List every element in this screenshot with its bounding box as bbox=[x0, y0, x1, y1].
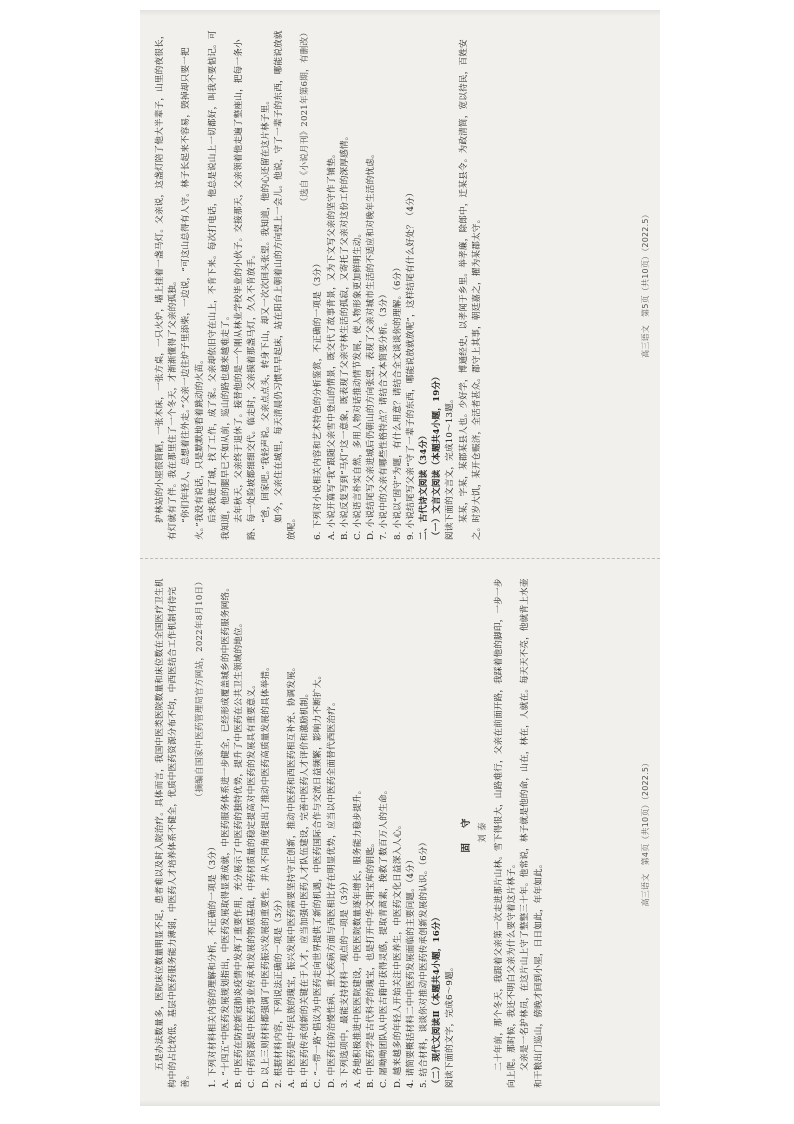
page-5-body bbox=[154, 28, 484, 540]
story-paragraph: 父亲是一名护林员，在这片山上守了整整三十年。他常说，林子就是他的命，山在，林在，人就在。每天天不亮，他就背上水壶和干粮出门巡山，傍晚才回到小屋，日日如此，年年如此。 bbox=[520, 578, 544, 1088]
instruction: 阅读下面的文字，完成6～9题。 bbox=[445, 962, 456, 1088]
option: C. 屠呦呦团队从中医古籍中获得灵感，提取青蒿素，挽救了数百万人的生命。 bbox=[379, 785, 390, 1088]
scan-shadow bbox=[140, 10, 660, 16]
section-heading: （一）文言文阅读（本题共4小题，19分） bbox=[432, 371, 443, 540]
option: B. 中医药传承创新的关键在于人才，应当加强中医药人才队伍建设，完善中医药人才评价和激励机制。 bbox=[300, 688, 311, 1088]
story-paragraph: 二十年前，那个冬天，我跟着父亲第一次走进那片山林。雪下得很大，山路难行，父亲在前面开路，我踩着他的脚印，一步一步向上爬。那时候，我还不明白父亲为什么要守着这片林子。 bbox=[494, 578, 518, 1088]
story-paragraph: “爸，回家吧。”我轻声说。父亲点点头，转身下山，却又一次次回头张望。我知道，他的心还留在这片林子里。 bbox=[260, 95, 271, 523]
question-3: 3. 下列选项中，最能支持材料一观点的一项是（3分） bbox=[339, 877, 350, 1088]
question-1: 1. 下列对材料相关内容的理解和分析，不正确的一项是（3分） bbox=[207, 842, 218, 1088]
option: B. 小说反复写到“马灯”这一意象，既表现了父亲守林生活的孤寂，又寄托了父亲对这份工作的深厚感情。 bbox=[339, 131, 350, 540]
option: A. 各地积极推进中医医院建设，中医医院数量逐年增长，服务能力稳步提升。 bbox=[353, 785, 364, 1088]
instruction: 阅读下面的文言文，完成10～13题。 bbox=[445, 394, 456, 540]
option: D. 小说结尾写父亲进城后仍朝山的方向张望，表现了父亲对城市生活的不适应和对晚年生活的忧虑。 bbox=[366, 149, 377, 540]
classical-text: 某某，字某，某郡某县人也。少好学，博通经史，以孝闻于乡里。举孝廉，除郎中，迁某县令。为政清简，宽以待民，百姓安之。时岁大饥，某开仓赈济，全活者甚众。郡守上其事，朝廷嘉之，擢为某郡太守。 bbox=[458, 39, 482, 540]
option: D. 以上三则材料都强调了中医药振兴发展的重要性，并从不同角度提出了推动中医药高质量发展的具体举措。 bbox=[260, 662, 271, 1088]
rotated-spread bbox=[140, 10, 660, 1106]
option: D. 中医药在防治慢性病、重大疾病方面与西医相比存在明显优势，应当以中医药全面替代西医治疗。 bbox=[326, 697, 337, 1088]
source-note: （摘编自国家中医药管理局官方网站，2022年8月10日） bbox=[194, 577, 205, 802]
option: A. 中医药是中华民族的瑰宝，振兴发展中医药需要坚持守正创新，推动中医药和西医药相互补充、协调发展。 bbox=[287, 662, 298, 1088]
source-note: （选自《小说月刊》2021年第6期，有删改） bbox=[300, 28, 311, 206]
question-6: 6. 下列对小说相关内容和艺术特色的分析鉴赏，不正确的一项是（3分） bbox=[313, 258, 324, 540]
story-paragraph: “你们年轻人，总想着往外走。”父亲一边往炉子里添柴，一边说，“可这山总得有人守。林子长起来不容易，毁掉却只要一把火。”我没有说话，只是默默地看着跳动的火苗。 bbox=[181, 47, 205, 540]
exam-page-5 bbox=[140, 10, 660, 558]
page-4-body bbox=[154, 577, 546, 1088]
story-paragraph: 护林站的小屋很简陋，一张木床，一张方桌，一只火炉，墙上挂着一盏马灯。父亲说，这盏灯陪了他大半辈子，山里的夜很长，有灯就有了伴。我在那里住了一个冬天，才渐渐懂得了父亲的孤独。 bbox=[155, 30, 179, 540]
story-paragraph: 后来我进了城，找了工作，成了家。父亲却依旧守在山上，不肯下来。每次打电话，他总是说山上一切都好，叫我不要惦记。可我知道，他的腿早已不如从前，巡山的路也越来越难走了。 bbox=[207, 30, 232, 540]
option: A. “十四五”中医药发展规划指出，中医药发展取得显著成就，中医药服务体系进一步健全，已经形成覆盖城乡的中医药服务网络。 bbox=[221, 582, 232, 1088]
text-paragraph: 五是办法数量多，医院床位数量明显不足，患者难以及时入院治疗。具体而言，我国中医类医院数量和床位数在全国医疗卫生机构中的占比较低，基层中医药服务能力薄弱，中医药人才培养体系不健全，优质中医药资源分布不均，中西医结合工作机制有待完善。 bbox=[155, 578, 192, 1088]
question-7: 7. 小说中的父亲有哪些性格特点？请结合文本简要分析。（3分） bbox=[379, 289, 390, 540]
option: D. 越来越多的年轻人开始关注中医养生，中医药文化日益深入人心。 bbox=[392, 820, 403, 1088]
exam-page-4 bbox=[140, 558, 660, 1106]
story-title: 固 守 bbox=[460, 812, 472, 853]
story-author: 刘 泰 bbox=[477, 822, 488, 843]
option: C. 小说语言朴实自然，多用人物对话推动情节发展，使人物形象更加鲜明生动。 bbox=[353, 228, 364, 540]
question-2: 2. 根据材料内容，下列说法正确的一项是（3分） bbox=[273, 894, 284, 1088]
section-heading: 二、古代诗文阅读（34分） bbox=[419, 430, 430, 540]
page-footer: 高三语文 第5页（共10页）（2022.5） bbox=[640, 210, 650, 358]
question-8: 8. 小说以“固守”为题，有什么用意？请结合全文谈谈你的理解。（6分） bbox=[392, 262, 403, 540]
question-5: 5. 结合材料，谈谈你对推动中医药传承创新发展的认识。（6分） bbox=[419, 837, 430, 1088]
option: C. “一带一路”倡议为中医药走向世界提供了新的机遇，中医药国际合作与交流日益频繁，影响力不断扩大。 bbox=[313, 670, 324, 1088]
option: C. 中药资源是中医药事业传承和发展的物质基础，中药材质量的稳定提高对中医药的发展具有重要意义。 bbox=[247, 679, 258, 1088]
scan-shadow bbox=[140, 1100, 660, 1106]
scanned-exam-sheet bbox=[140, 10, 660, 1106]
question-4: 4. 请简要概括材料二中中医药发展面临的主要问题。（4分） bbox=[405, 855, 416, 1088]
story-paragraph: 如今，父亲住在城里，每天清晨仍习惯早早起床，站在阳台上朝着山的方向望上一会儿。他说，守了一辈子的东西，哪能说放就放呢。 bbox=[273, 30, 298, 540]
question-9: 9. 小说结尾写父亲“守了一辈子的东西，哪能说放就放呢”，这样结尾有什么好处？（4分） bbox=[405, 188, 416, 540]
option: B. 中医药在防控新冠肺炎疫情中发挥了重要作用，充分展示了中医药的独特优势，提升了中医药在公共卫生领域的地位。 bbox=[234, 618, 245, 1088]
option: A. 小说开篇写“我”跟随父亲雪中登山的情景，既交代了故事背景，又为下文写父亲的坚守作了铺垫。 bbox=[326, 149, 337, 540]
page-footer: 高三语文 第4页（共10页）（2022.5） bbox=[640, 758, 650, 907]
section-heading: （二）现代文阅读Ⅱ（本题共4小题，16分） bbox=[432, 912, 443, 1088]
story-paragraph: 去年秋天，父亲终于退休了。接替他的是一个刚从林业学校毕业的小伙子。交接那天，父亲领着他走遍了整座山，把每一条小路、每一处险坡都细细交代。临走时，父亲摸着那盏马灯，久久不肯放手。 bbox=[234, 39, 258, 540]
option: B. 中医药学是古代科学的瑰宝，也是打开中华文明宝库的钥匙。 bbox=[366, 838, 377, 1088]
